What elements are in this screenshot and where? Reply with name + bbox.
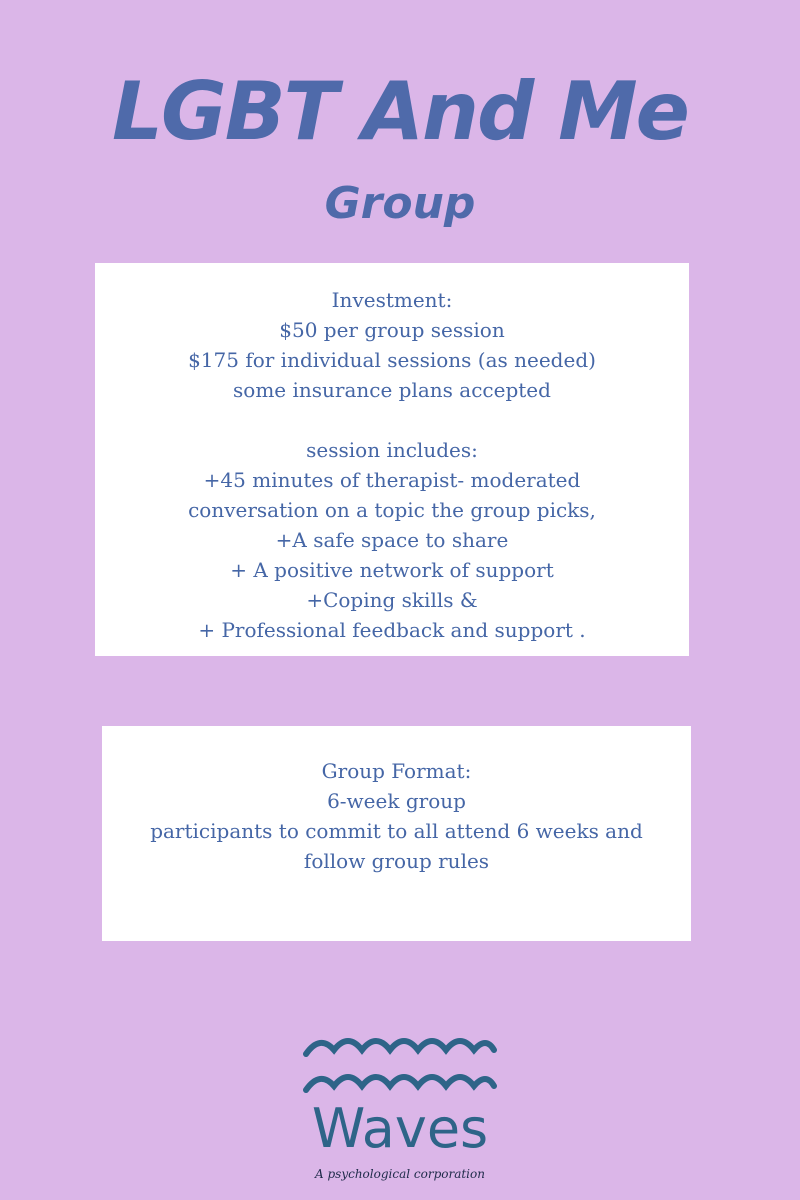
includes-heading: session includes: xyxy=(306,438,478,462)
page-subtitle: Group xyxy=(324,178,476,229)
investment-card xyxy=(95,263,689,656)
insurance-note: some insurance plans accepted xyxy=(233,378,551,402)
includes-item: +45 minutes of therapist- moderated xyxy=(203,468,581,492)
format-heading: Group Format: xyxy=(321,759,472,783)
price-group-session: $50 per group session xyxy=(279,318,505,342)
includes-item: + Professional feedback and support . xyxy=(198,618,586,642)
waves-logo xyxy=(280,1020,520,1190)
includes-item: +Coping skills & xyxy=(306,588,478,612)
includes-item: + A positive network of support xyxy=(230,558,554,582)
format-commitment: participants to commit to all attend 6 weeks and xyxy=(150,819,643,843)
group-format-card xyxy=(102,726,691,941)
page-title: LGBT And Me xyxy=(112,65,688,158)
format-rules: follow group rules xyxy=(303,849,490,873)
format-duration: 6-week group xyxy=(327,789,466,813)
logo-name: Waves xyxy=(311,1097,489,1160)
spacer xyxy=(95,405,689,435)
price-individual-session: $175 for individual sessions (as needed) xyxy=(188,348,596,372)
investment-heading: Investment: xyxy=(331,288,453,312)
includes-item: +A safe space to share xyxy=(275,528,509,552)
waves-icon xyxy=(300,1028,500,1100)
includes-item: conversation on a topic the group picks, xyxy=(188,498,596,522)
logo-tagline: A psychological corporation xyxy=(315,1167,485,1181)
